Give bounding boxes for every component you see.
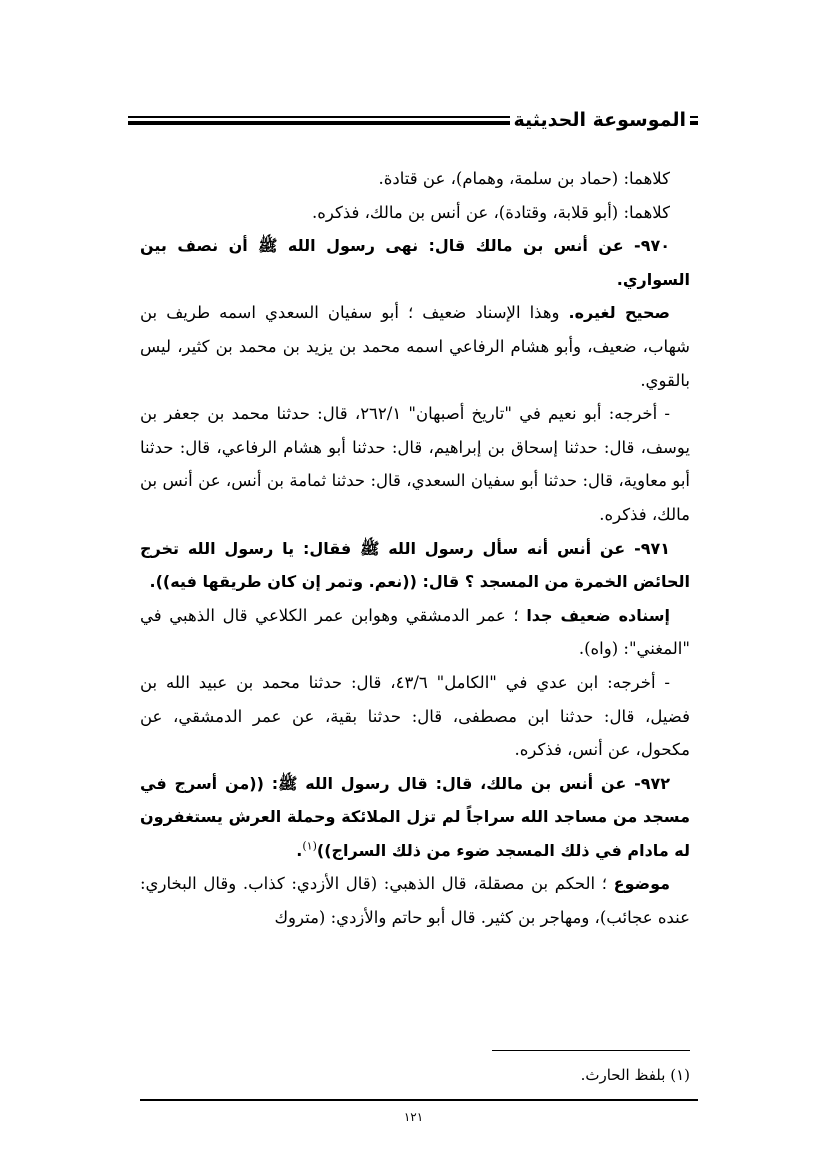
hadith-972 — [140, 767, 690, 868]
takhrij-paragraph — [140, 397, 690, 531]
paragraph-text: كلاهما: (حماد بن سلمة، وهمام)، عن قتادة. — [378, 169, 670, 188]
footnote-marker[interactable]: (١) — [302, 839, 317, 853]
page-number: ١٢١ — [403, 1110, 424, 1124]
paragraph-text: ؛ الحكم بن مصقلة، قال الذهبي: (قال الأزدي: كذاب. وقال البخاري: عنده عجائب)، ومهاجر بن كثير. قال أبو حاتم والأزدي: (متروك — [140, 874, 690, 928]
paragraph-text: ؛ عمر الدمشقي وهوابن عمر الكلاعي قال الذهبي في "المغني": (واه). — [140, 605, 690, 659]
grading-paragraph — [140, 867, 690, 934]
header-title: الموسوعة الحديثية — [513, 109, 686, 131]
paragraph-text: - أخرجه: ابن عدي في "الكامل" ٤٣/٦، قال: حدثنا محمد بن عبيد الله بن فضيل، قال: حدثنا ابن مصطفى، قال: حدثنا بقية، عن عمر الدمشقي، عن مكحول، عن أنس، فذكره. — [140, 672, 690, 760]
paragraph-text: كلاهما: (أبو قلابة، وقتادة)، عن أنس بن مالك، فذكره. — [311, 202, 670, 222]
hadith-text: ٩٧٢- عن أنس بن مالك، قال: قال رسول الله ﷺ: ((من أسرج في مسجد من مساجد الله سراجاً لم تزل الملائكة وحملة العرش يستغفرون له مادام في ذلك المسجد ضوء من ذلك السراج)) — [140, 773, 690, 860]
footnote-text: (١) بلفظ الحارث. — [580, 1066, 690, 1084]
footnote-divider — [492, 1050, 690, 1051]
paragraph-text: وهذا الإسناد ضعيف ؛ أبو سفيان السعدي اسمه طريف بن شهاب، ضعيف، وأبو هشام الرفاعي اسمه محمد بن يزيد بن محمد بن كثير، ليس بالقوي. — [140, 303, 690, 390]
main-text — [140, 162, 690, 935]
grading-label: صحيح لغيره. — [568, 303, 671, 323]
grading-label: إسناده ضعيف جدا — [526, 605, 671, 625]
paragraph — [140, 196, 690, 230]
grading-paragraph — [140, 599, 690, 666]
header-rule-right — [690, 116, 698, 125]
hadith-970 — [140, 229, 690, 296]
header-rule-left — [128, 116, 510, 125]
hadith-971 — [140, 532, 690, 599]
running-header — [128, 106, 698, 134]
takhrij-paragraph — [140, 666, 690, 767]
paragraph — [140, 162, 690, 196]
grading-label: موضوع — [613, 874, 670, 894]
paragraph-text: - أخرجه: أبو نعيم في "تاريخ أصبهان" ٢٦٢/١، قال: حدثنا محمد بن جعفر بن يوسف، قال: حدثنا إسحاق بن إبراهيم، قال: حدثنا أبو هشام الرفاعي، قال: حدثنا أبو معاوية، قال: حدثنا أبو سفيان السعدي، قال: حدثنا ثمامة بن أنس، عن أنس بن مالك، فذكره. — [140, 404, 690, 524]
hadith-tail: . — [296, 840, 303, 860]
bottom-rule — [140, 1099, 698, 1101]
hadith-text: ٩٧١- عن أنس أنه سأل رسول الله ﷺ فقال: يا رسول الله تخرج الحائض الخمرة من المسجد ؟ قال: ((نعم. وتمر إن كان طريقها فيه)). — [140, 538, 690, 592]
hadith-text: ٩٧٠- عن أنس بن مالك قال: نهى رسول الله ﷺ أن نصف بين السواري. — [140, 236, 690, 289]
footnote — [140, 1063, 690, 1087]
grading-paragraph — [140, 296, 690, 397]
